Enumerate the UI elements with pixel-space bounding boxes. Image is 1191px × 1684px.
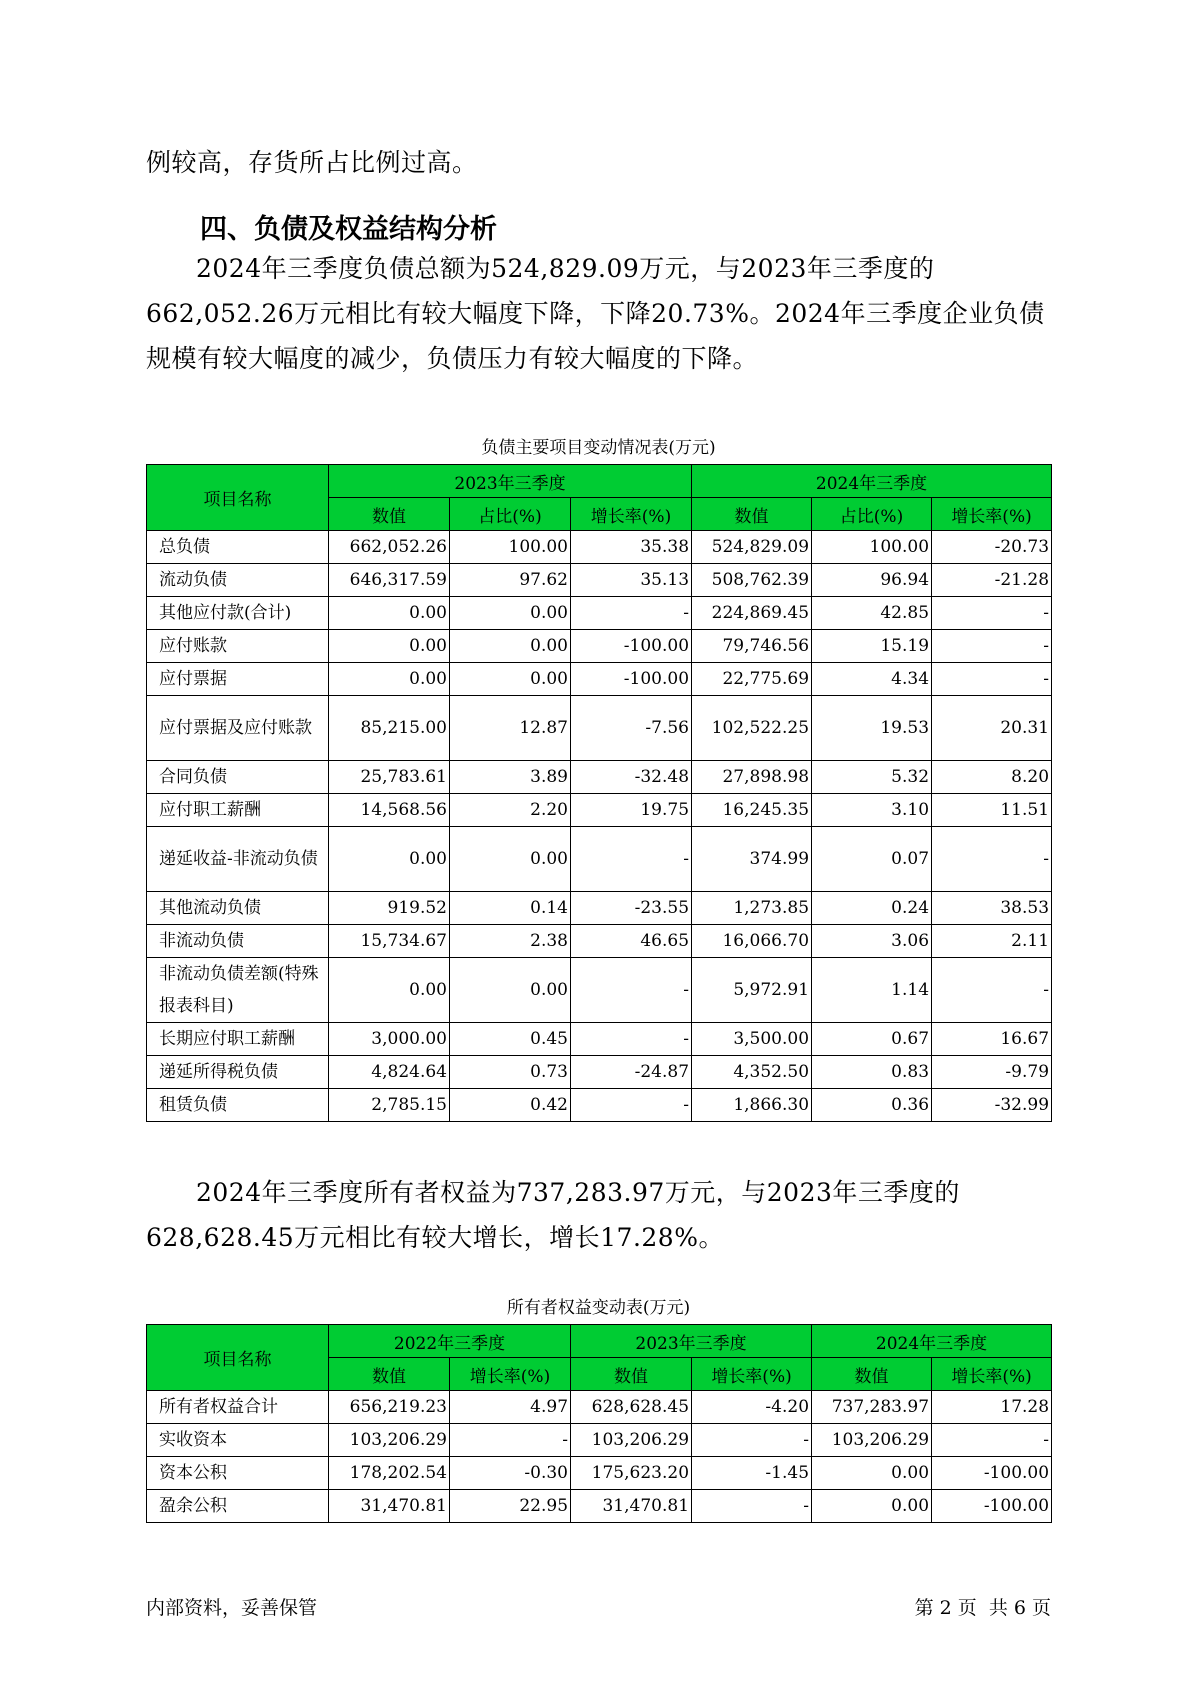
cell-value: 524,829.09 (692, 531, 812, 564)
cell-value: 79,746.56 (692, 630, 812, 663)
liability-row (147, 1089, 1052, 1122)
liability-row (147, 696, 1052, 761)
cell-value: 0.24 (812, 892, 932, 925)
cell-value: 0.00 (329, 663, 450, 696)
cell-value: 27,898.98 (692, 761, 812, 794)
header-growth: 增长率(%) (932, 498, 1052, 531)
cell-value: 96.94 (812, 564, 932, 597)
cell-value: 0.00 (812, 1457, 932, 1490)
cell-value: 85,215.00 (329, 696, 450, 761)
cell-value: -7.56 (571, 696, 692, 761)
header-growth: 增长率(%) (932, 1358, 1052, 1391)
cell-value: 35.38 (571, 531, 692, 564)
cell-value: 0.45 (450, 1023, 571, 1056)
cell-value: - (571, 827, 692, 892)
row-label: 总负债 (147, 531, 329, 564)
header-growth: 增长率(%) (450, 1358, 571, 1391)
cell-value: 3,500.00 (692, 1023, 812, 1056)
cell-value: 2.11 (932, 925, 1052, 958)
cell-value: 0.00 (329, 958, 450, 1023)
row-label: 所有者权益合计 (147, 1391, 329, 1424)
cell-value: 3.10 (812, 794, 932, 827)
cell-value: 42.85 (812, 597, 932, 630)
cell-value: 508,762.39 (692, 564, 812, 597)
cell-value: 656,219.23 (329, 1391, 450, 1424)
cell-value: -0.30 (450, 1457, 571, 1490)
cell-value: 0.00 (450, 630, 571, 663)
cell-value: 0.00 (450, 597, 571, 630)
cell-value: 19.53 (812, 696, 932, 761)
liability-row (147, 630, 1052, 663)
cell-value: 3,000.00 (329, 1023, 450, 1056)
cell-value: 1.14 (812, 958, 932, 1023)
cell-value: 1,273.85 (692, 892, 812, 925)
cell-value: 0.00 (329, 827, 450, 892)
row-label: 合同负债 (147, 761, 329, 794)
header-period-2022: 2022年三季度 (329, 1325, 571, 1358)
cell-value: 20.31 (932, 696, 1052, 761)
header-period-2023: 2023年三季度 (571, 1325, 812, 1358)
cell-value: - (932, 663, 1052, 696)
row-label: 应付票据 (147, 663, 329, 696)
liability-table-caption: 负债主要项目变动情况表(万元) (481, 438, 716, 458)
header-period-2024: 2024年三季度 (692, 465, 1052, 498)
cell-value: 31,470.81 (329, 1490, 450, 1523)
cell-value: 178,202.54 (329, 1457, 450, 1490)
header-value: 数值 (329, 1358, 450, 1391)
header-value: 数值 (329, 498, 450, 531)
cell-value: 0.00 (450, 958, 571, 1023)
row-label: 其他应付款(合计) (147, 597, 329, 630)
row-label: 递延所得税负债 (147, 1056, 329, 1089)
cell-value: 2.38 (450, 925, 571, 958)
cell-value: 16.67 (932, 1023, 1052, 1056)
liability-row (147, 663, 1052, 696)
section-heading: 四、负债及权益结构分析 (200, 214, 497, 245)
cell-value: 22,775.69 (692, 663, 812, 696)
footer-confidential-note: 内部资料，妥善保管 (146, 1597, 318, 1619)
cell-value: 4.97 (450, 1391, 571, 1424)
cell-value: - (932, 958, 1052, 1023)
cell-value: 0.83 (812, 1056, 932, 1089)
cell-value: -100.00 (932, 1490, 1052, 1523)
cell-value: 628,628.45 (571, 1391, 692, 1424)
cell-value: 662,052.26 (329, 531, 450, 564)
cell-value: 0.67 (812, 1023, 932, 1056)
header-growth: 增长率(%) (571, 498, 692, 531)
cell-value: 100.00 (450, 531, 571, 564)
equity-row (147, 1490, 1052, 1523)
cell-value: -4.20 (692, 1391, 812, 1424)
cell-value: - (932, 827, 1052, 892)
cell-value: 0.14 (450, 892, 571, 925)
cell-value: 737,283.97 (812, 1391, 932, 1424)
cell-value: 103,206.29 (571, 1424, 692, 1457)
row-label: 递延收益-非流动负债 (147, 827, 329, 892)
cell-value: 0.07 (812, 827, 932, 892)
paragraph-equity-summary: 2024年三季度所有者权益为737,283.97万元，与2023年三季度的628,628.45万元相比有较大增长，增长17.28%。 (146, 1178, 960, 1252)
cell-value: 22.95 (450, 1490, 571, 1523)
cell-value: - (932, 1424, 1052, 1457)
liability-row (147, 761, 1052, 794)
row-label: 非流动负债差额(特殊报表科目) (147, 958, 329, 1023)
cell-value: 175,623.20 (571, 1457, 692, 1490)
row-label: 长期应付职工薪酬 (147, 1023, 329, 1056)
cell-value: 16,245.35 (692, 794, 812, 827)
cell-value: 0.00 (450, 663, 571, 696)
row-label: 资本公积 (147, 1457, 329, 1490)
footer-page-number: 第 2 页 共 6 页 (914, 1597, 1051, 1619)
header-period-2023: 2023年三季度 (329, 465, 692, 498)
row-label: 其他流动负债 (147, 892, 329, 925)
cell-value: 3.06 (812, 925, 932, 958)
cell-value: 5,972.91 (692, 958, 812, 1023)
cell-value: -100.00 (932, 1457, 1052, 1490)
cell-value: -32.48 (571, 761, 692, 794)
cell-value: 11.51 (932, 794, 1052, 827)
cell-value: -21.28 (932, 564, 1052, 597)
header-value: 数值 (571, 1358, 692, 1391)
cell-value: 17.28 (932, 1391, 1052, 1424)
cell-value: 25,783.61 (329, 761, 450, 794)
cell-value: -9.79 (932, 1056, 1052, 1089)
liability-row (147, 597, 1052, 630)
equity-row (147, 1424, 1052, 1457)
cell-value: 14,568.56 (329, 794, 450, 827)
header-period-2024: 2024年三季度 (812, 1325, 1052, 1358)
liability-row (147, 1023, 1052, 1056)
header-value: 数值 (812, 1358, 932, 1391)
cell-value: 103,206.29 (812, 1424, 932, 1457)
cell-value: 4.34 (812, 663, 932, 696)
liability-row (147, 564, 1052, 597)
cell-value: - (571, 958, 692, 1023)
cell-value: 0.42 (450, 1089, 571, 1122)
cell-value: 19.75 (571, 794, 692, 827)
cell-value: -100.00 (571, 630, 692, 663)
equity-row (147, 1391, 1052, 1424)
equity-table-caption: 所有者权益变动表(万元) (506, 1298, 691, 1318)
cell-value: -32.99 (932, 1089, 1052, 1122)
header-growth: 增长率(%) (692, 1358, 812, 1391)
cell-value: 4,352.50 (692, 1056, 812, 1089)
row-label: 非流动负债 (147, 925, 329, 958)
cell-value: 0.73 (450, 1056, 571, 1089)
liability-row (147, 827, 1052, 892)
cell-value: -1.45 (692, 1457, 812, 1490)
cell-value: - (571, 1089, 692, 1122)
cell-value: - (692, 1490, 812, 1523)
cell-value: 2,785.15 (329, 1089, 450, 1122)
liability-row (147, 958, 1052, 1023)
cell-value: 16,066.70 (692, 925, 812, 958)
cell-value: 1,866.30 (692, 1089, 812, 1122)
liability-row (147, 925, 1052, 958)
header-share: 占比(%) (812, 498, 932, 531)
cell-value: 46.65 (571, 925, 692, 958)
cell-value: 97.62 (450, 564, 571, 597)
cell-value: 0.00 (450, 827, 571, 892)
cell-value: - (571, 597, 692, 630)
row-label: 实收资本 (147, 1424, 329, 1457)
liability-table (146, 464, 1052, 1122)
liability-row (147, 794, 1052, 827)
cell-value: 0.00 (812, 1490, 932, 1523)
cell-value: -20.73 (932, 531, 1052, 564)
cell-value: - (692, 1424, 812, 1457)
paragraph-continuation: 例较高，存货所占比例过高。 (146, 148, 478, 177)
cell-value: 4,824.64 (329, 1056, 450, 1089)
cell-value: 0.00 (329, 630, 450, 663)
cell-value: 8.20 (932, 761, 1052, 794)
cell-value: 224,869.45 (692, 597, 812, 630)
cell-value: - (932, 597, 1052, 630)
cell-value: - (932, 630, 1052, 663)
row-label: 盈余公积 (147, 1490, 329, 1523)
cell-value: -100.00 (571, 663, 692, 696)
cell-value: 0.36 (812, 1089, 932, 1122)
cell-value: 12.87 (450, 696, 571, 761)
row-label: 应付职工薪酬 (147, 794, 329, 827)
cell-value: 3.89 (450, 761, 571, 794)
cell-value: 35.13 (571, 564, 692, 597)
cell-value: 2.20 (450, 794, 571, 827)
cell-value: 103,206.29 (329, 1424, 450, 1457)
row-label: 租赁负债 (147, 1089, 329, 1122)
cell-value: 102,522.25 (692, 696, 812, 761)
header-value: 数值 (692, 498, 812, 531)
header-share: 占比(%) (450, 498, 571, 531)
cell-value: 5.32 (812, 761, 932, 794)
cell-value: -24.87 (571, 1056, 692, 1089)
cell-value: 100.00 (812, 531, 932, 564)
cell-value: - (571, 1023, 692, 1056)
row-label: 应付账款 (147, 630, 329, 663)
cell-value: 646,317.59 (329, 564, 450, 597)
header-item-name: 项目名称 (147, 465, 329, 531)
row-label: 应付票据及应付账款 (147, 696, 329, 761)
cell-value: 38.53 (932, 892, 1052, 925)
cell-value: 15.19 (812, 630, 932, 663)
liability-row (147, 531, 1052, 564)
paragraph-liability-summary: 2024年三季度负债总额为524,829.09万元，与2023年三季度的662,052.26万元相比有较大幅度下降，下降20.73%。2024年三季度企业负债规模有较大幅度的减少，负债压力有较大幅度的下降。 (146, 254, 1045, 373)
cell-value: 374.99 (692, 827, 812, 892)
cell-value: -23.55 (571, 892, 692, 925)
cell-value: 0.00 (329, 597, 450, 630)
cell-value: - (450, 1424, 571, 1457)
cell-value: 15,734.67 (329, 925, 450, 958)
cell-value: 31,470.81 (571, 1490, 692, 1523)
row-label: 流动负债 (147, 564, 329, 597)
equity-table (146, 1324, 1052, 1523)
cell-value: 919.52 (329, 892, 450, 925)
liability-row (147, 1056, 1052, 1089)
equity-row (147, 1457, 1052, 1490)
liability-row (147, 892, 1052, 925)
header-item-name: 项目名称 (147, 1325, 329, 1391)
